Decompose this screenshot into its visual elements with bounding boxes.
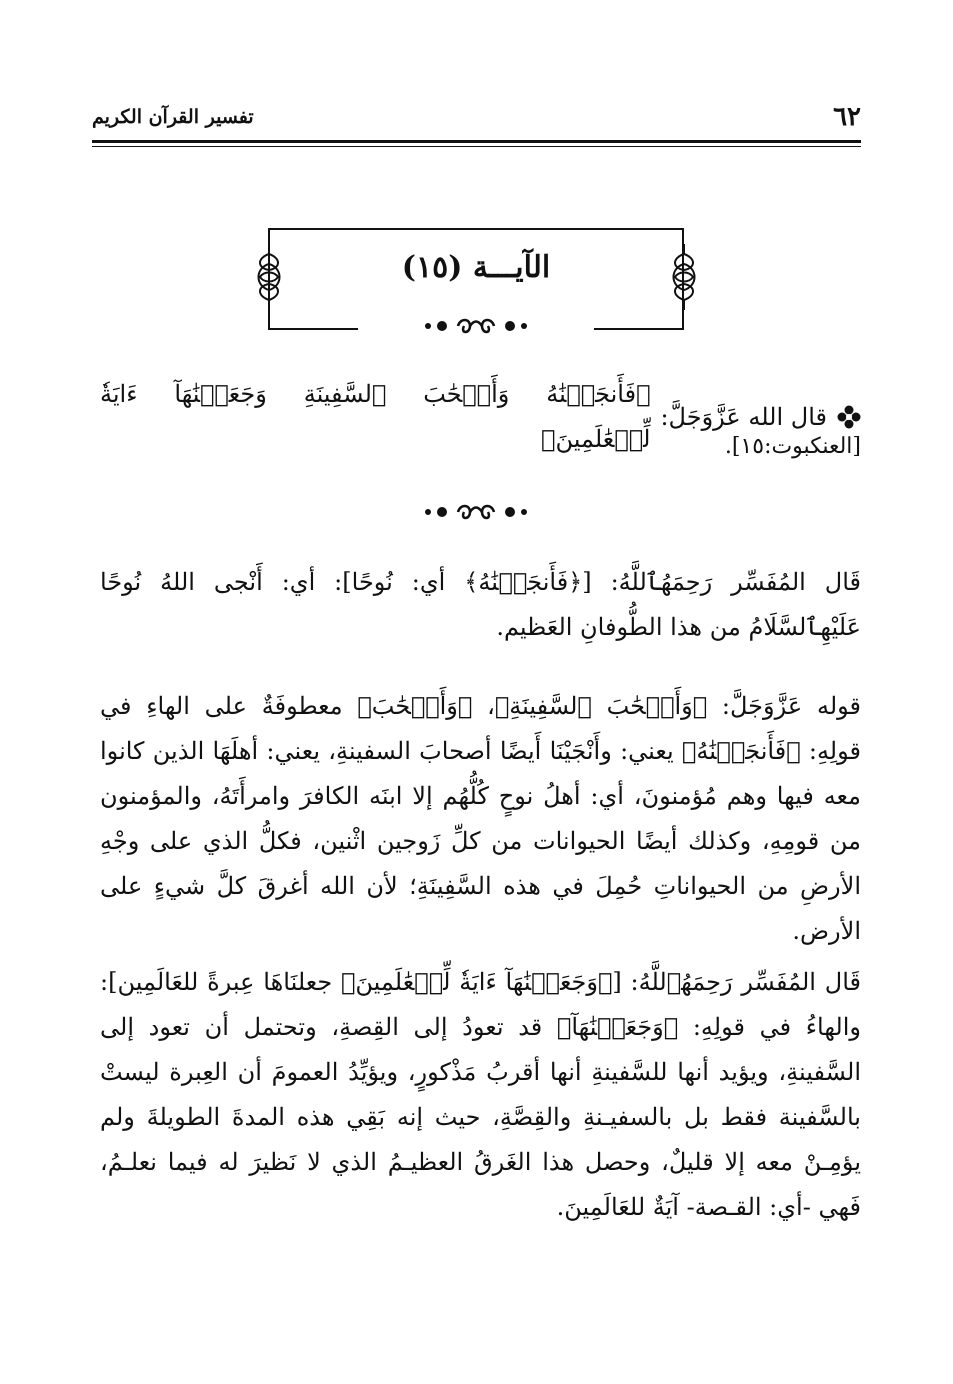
paragraph-text: قَال المُفَسِّر رَحِمَهُٱللَّهُ: [﴿وَجَعَلۡنَٰهَآ ءَايَةٗ لِّلۡعَٰلَمِينَ﴾ جعلنَاهَا عِبرةً للعَالَمِين]: والهاءُ في قولِهِ: ﴿وَجَعَلۡنَٰهَآ﴾ قد تعودُ إلى القِصةِ، وتحتمل أن تعود إلى السَّفينةِ، ويؤيد أنها للسَّفينةِ أنها أقربُ مَذْكورٍ، ويؤيِّدُ العمومَ أن العِبرة ليستْ بالسَّفينة فقط بل بالسفيـنةِ والقِصَّةِ، حيث إنه بَقِي هذه المدةَ الطويلةَ ولم يؤمِـنْ معه إلا قليلٌ، وحصل هذا الغَرقُ العظيـمُ الذي لا نَظيرَ له فيما نعلـمُ، فَهي -أي: القـصة- آيَةٌ للعَالَمِينَ. [100, 968, 861, 1221]
verse-heading: الآيـــة (١٥) [401, 250, 551, 285]
frame-bottom-left-line [268, 328, 358, 330]
paragraph-text: قَال المُفَسِّر رَحِمَهُٱللَّهُ: [﴿فَأَنجَيۡنَٰهُ﴾ أي: نُوحًا]: أي: أَنْجى اللهُ نُوحًا عَلَيْهِٱلسَّلَامُ من هذا الطُّوفانِ العَظيم. [100, 568, 861, 641]
quran-verse: ﴿فَأَنجَيۡنَٰهُ وَأَصۡحَٰبَ ٱلسَّفِينَةِ وَجَعَلۡنَٰهَآ ءَايَةٗ لِّلۡعَٰلَمِينَ﴾ [100, 380, 651, 453]
flower-icon [837, 405, 861, 429]
running-header [92, 96, 861, 143]
page-number: ٦٢ [833, 102, 861, 132]
dots-ornament-icon [420, 316, 532, 336]
frame-top-line [268, 228, 684, 230]
commentary-paragraph [100, 560, 861, 650]
book-title: تفسير القرآن الكريم [92, 106, 254, 128]
dots-ornament-icon [420, 502, 532, 522]
knot-ornament-icon [254, 244, 284, 310]
quran-intro: قال الله عَزَّوَجَلَّ: [660, 402, 827, 431]
paragraph-text: قوله عَزَّوَجَلَّ: ﴿وَأَصۡحَٰبَ ٱلسَّفِينَةِ﴾، ﴿وَأَصۡحَٰبَ﴾ معطوفَةٌ على الهاءِ في قولِهِ: ﴿فَأَنجَيۡنَٰهُ﴾ يعني: وأَنْجَيْنَا أَيضًا أصحابَ السفينةِ، يعني: أهلَهَا الذين كانوا معه فيها وهم مُؤمنونَ، أي: أهلُ نوحٍ كُلُّهُم إلا ابنَه الكافرَ وامرأَتَهُ، والمؤمنون من قومِهِ، وكذلك أيضًا الحيوانات من كلِّ زَوجين اثْنين، فكلُّ الذي على وجْهِ الأرضِ من الحيواناتِ حُمِلَ في هذه السَّفِينَةِ؛ لأن الله أغرقَ كلَّ شيءٍ على الأرض. [100, 692, 861, 945]
verse-reference: [العنكبوت:١٥]. [724, 434, 861, 459]
knot-ornament-icon [669, 244, 699, 310]
commentary-paragraph [100, 960, 861, 1230]
commentary-paragraph [100, 684, 861, 954]
frame-bottom-right-line [594, 328, 684, 330]
